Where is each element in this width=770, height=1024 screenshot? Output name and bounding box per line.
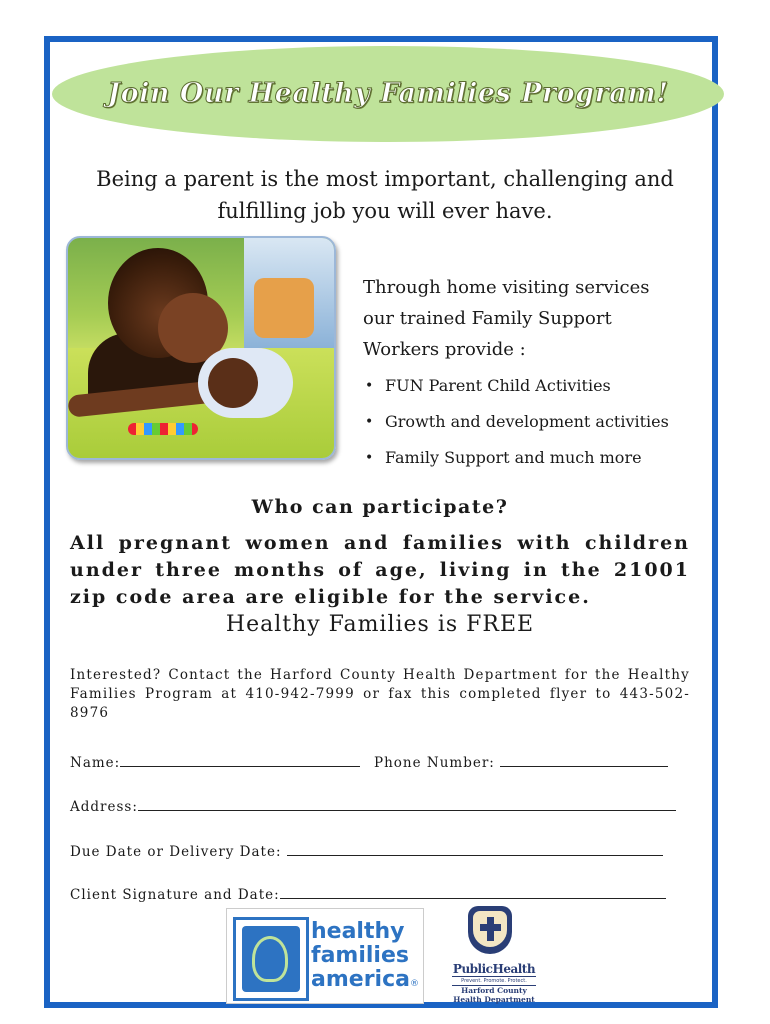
signature-blank[interactable] xyxy=(280,884,666,899)
hfa-word-healthy: healthy xyxy=(311,919,405,944)
intro-line-2: our trained Family Support xyxy=(363,308,612,329)
hfa-word-families: families xyxy=(311,943,409,968)
shield-cross-icon xyxy=(468,906,512,954)
health-department-name: Harford County Health Department xyxy=(453,986,535,1004)
registered-mark: ® xyxy=(409,979,419,989)
signature-field xyxy=(70,884,666,903)
lead-line-1: Being a parent is the most important, challenging and xyxy=(96,167,674,191)
phone-field xyxy=(374,752,668,771)
services-intro xyxy=(363,272,693,365)
signature-label: Client Signature and Date: xyxy=(70,887,280,903)
service-item: • FUN Parent Child Activities xyxy=(363,372,703,408)
due-date-blank[interactable] xyxy=(287,841,663,856)
services-list xyxy=(363,372,703,480)
rattle-toy xyxy=(128,423,198,435)
mother-baby-photo xyxy=(66,236,336,460)
service-item: • Family Support and much more xyxy=(363,444,703,480)
address-field xyxy=(70,796,676,815)
free-notice: Healthy Families is FREE xyxy=(225,612,535,637)
lead-line-2: fulfilling job you will ever have. xyxy=(217,199,553,223)
name-label: Name: xyxy=(70,755,121,771)
address-label: Address: xyxy=(70,799,138,815)
due-date-label: Due Date or Delivery Date: xyxy=(70,844,282,860)
lead-text xyxy=(70,163,700,227)
public-health-tagline: Prevent. Promote. Protect. xyxy=(452,976,536,986)
eligibility-text: All pregnant women and families with children under three months of age, living in the 21001 zip code area are eligible for the service. xyxy=(70,532,690,608)
contact-info: Interested? Contact the Harford County Health Department for the Healthy Families Program at 410-942-7999 or fax this completed flyer to 443-502-8976 xyxy=(70,667,690,721)
hfa-word-america: america® xyxy=(311,967,419,992)
name-field xyxy=(70,752,360,771)
public-health-title: PublicHealth xyxy=(452,962,536,976)
family-icon xyxy=(233,917,309,1001)
due-date-field xyxy=(70,841,663,860)
healthy-families-america-logo xyxy=(226,908,424,1004)
address-blank[interactable] xyxy=(138,796,676,811)
eligibility-question: Who can participate? xyxy=(251,496,509,518)
phone-blank[interactable] xyxy=(500,752,668,767)
phone-label: Phone Number: xyxy=(374,755,495,771)
public-health-logo xyxy=(448,906,540,1006)
intro-line-1: Through home visiting services xyxy=(363,277,650,298)
name-blank[interactable] xyxy=(120,752,360,767)
service-item: • Growth and development activities xyxy=(363,408,703,444)
intro-line-3: Workers provide : xyxy=(363,339,526,360)
page-title: Join Our Healthy Families Program! xyxy=(107,78,669,109)
